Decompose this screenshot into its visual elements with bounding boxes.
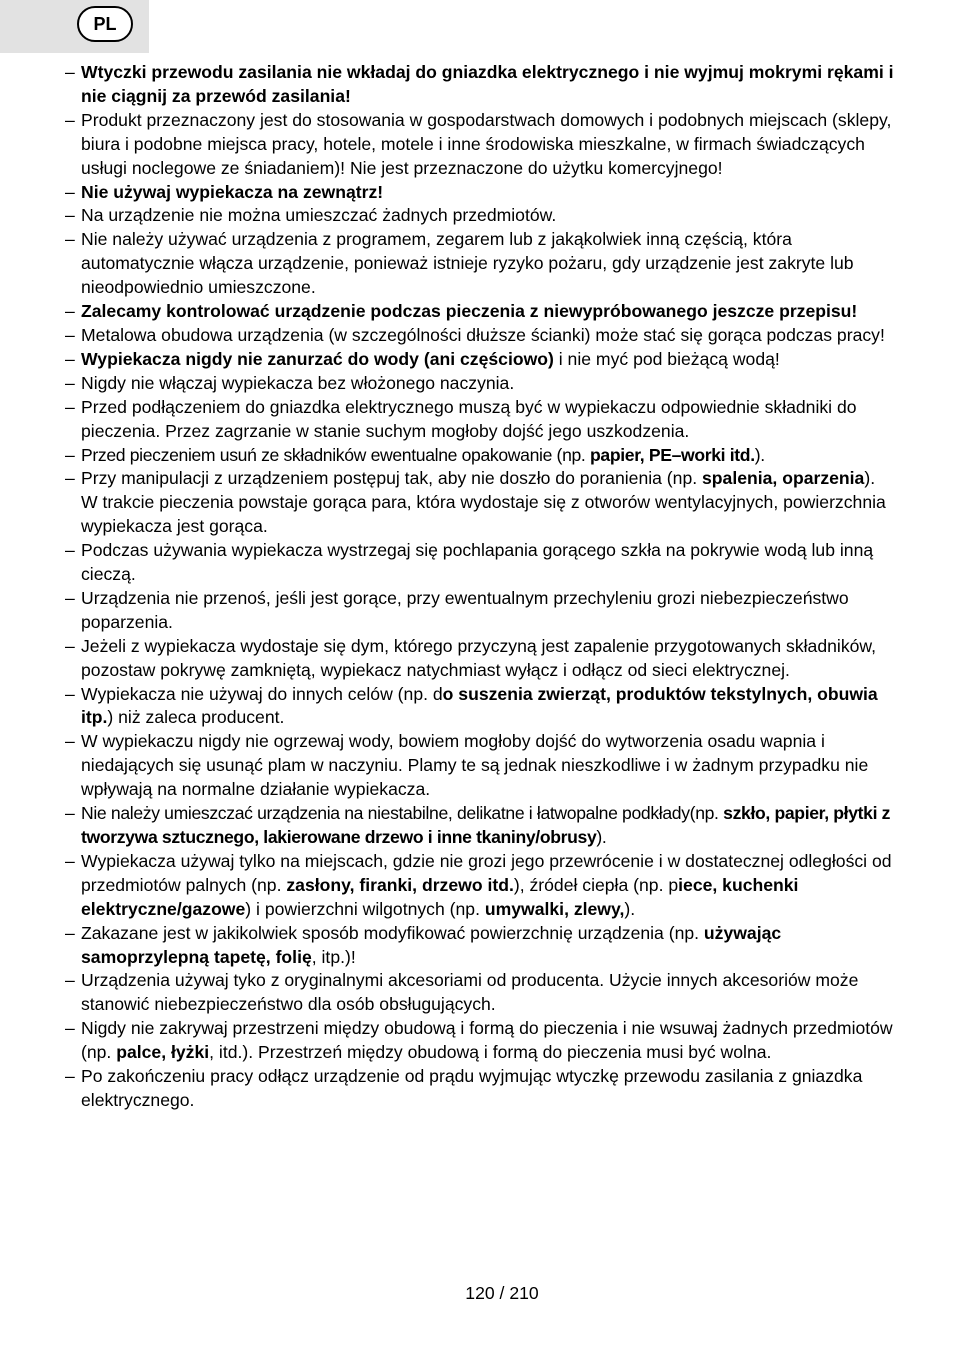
text: Jeżeli z wypiekacza wydostaje się dym, którego przyczyną jest zapalenie przygotowanych składników, pozostaw pokrywę zamkniętą, wypiekacz natychmiast wyłącz i odłącz od sieci elektrycznej.: [81, 635, 877, 680]
list-item: – Przed podłączeniem do gniazdka elektrycznego muszą być w wypiekaczu odpowiednie składniki do pieczenia. Przez zagrzanie w stanie suchym mogłoby dojść jego uszkodzenia.: [65, 396, 857, 441]
list-item: – Nigdy nie zakrywaj przestrzeni między obudową i formą do pieczenia i nie wsuwaj żadnych przedmiotów (np. palce, łyżki, itd.). Przestrzeń między obudową i formą do pieczenia musi być wolna.: [65, 1018, 893, 1063]
list-item: – Nigdy nie włączaj wypiekacza bez włożonego naczynia.: [65, 372, 515, 393]
list-item: – Nie należy używać urządzenia z programem, zegarem lub z jakąkolwiek inną częścią, która automatycznie włącza urządzenie, ponieważ istnieje ryzyko pożaru, gdy urządzenie jest zakryte lub nieodpowiednio umieszczone.: [65, 229, 854, 298]
list-item: – Metalowa obudowa urządzenia (w szczególności dłuższe ścianki) może stać się gorąca podczas pracy!: [65, 324, 885, 345]
text: Po zakończeniu pracy odłącz urządzenie od prądu wyjmując wtyczkę przewodu zasilania z gniazdka elektrycznego.: [81, 1066, 863, 1110]
list-item: – Urządzenia używaj tyko z oryginalnymi akcesoriami od producenta. Użycie innych akcesoriów może stanowić niebezpieczeństwo dla osób obsługujących.: [65, 970, 859, 1015]
list-item: – Urządzenia nie przenoś, jeśli jest gorące, przy ewentualnym przechyleniu grozi niebezpieczeństwo poparzenia.: [65, 587, 849, 632]
list-item: – Nie należy umieszczać urządzenia na niestabilne, delikatne i łatwopalne podkłady(np. szkło, papier, płytki z tworzywa sztucznego, lakierowane drzewo i inne tkaniny/obrusy).: [65, 803, 891, 847]
list-item: – Jeżeli z wypiekacza wydostaje się dym, którego przyczyną jest zapalenie przygotowanych składników, pozostaw pokrywę zamkniętą, wypiekacz natychmiast wyłącz i odłącz od sieci elektrycznej.: [65, 635, 877, 680]
text: Nigdy nie zakrywaj przestrzeni między obudową i formą do pieczenia i nie wsuwaj żadnych przedmiotów (np.: [81, 1018, 893, 1063]
text: Przed pieczeniem usuń ze składników ewentualne opakowanie (np.: [81, 444, 591, 465]
text-bold: Zalecamy kontrolować urządzenie podczas pieczenia z niewypróbowanego jeszcze przepisu!: [81, 301, 858, 322]
text: Urządzenia używaj tyko z oryginalnymi akcesoriami od producenta. Użycie innych akcesoriów może stanowić niebezpieczeństwo dla osób obsługujących.: [81, 970, 859, 1015]
text: Przy manipulacji z urządzeniem postępuj tak, aby nie doszło do poranienia (np.: [81, 468, 703, 489]
page-current: 120: [465, 1283, 495, 1303]
text-bold: Nie używaj wypiekacza na zewnątrz!: [81, 181, 384, 202]
text-bold: spalenia, oparzenia: [702, 468, 865, 489]
text-bold: papier, PE–worki itd.: [590, 444, 755, 465]
list-item: – Przy manipulacji z urządzeniem postępuj tak, aby nie doszło do poranienia (np. spalenia, oparzenia). W trakcie pieczenia powstaje gorąca para, która wydostaje się z otworów wentylacyjnych, powierzchnia wypiekacza jest gorąca.: [65, 468, 886, 537]
text-bold: o suszenia zwierząt, produktów tekstylnych, obuwia itp.: [81, 683, 878, 728]
list-item: – Wypiekacza nie używaj do innych celów (np. do suszenia zwierząt, produktów tekstylnych, obuwia itp.) niż zaleca producent.: [65, 683, 878, 728]
text-bold: szkło, papier, płytki z tworzywa sztucznego, lakierowane drzewo i inne tkaniny/obrusy: [81, 803, 891, 847]
text: ) i powierzchni wilgotnych (np.: [245, 898, 485, 919]
text: Urządzenia nie przenoś, jeśli jest gorące, przy ewentualnym przechyleniu grozi niebezpieczeństwo poparzenia.: [81, 587, 849, 632]
text: ). W trakcie pieczenia powstaje gorąca para, która wydostaje się z otworów wentylacyjnych, powierzchnia wypiekacza jest gorąca.: [81, 468, 886, 537]
text: Nie należy umieszczać urządzenia na niestabilne, delikatne i łatwopalne podkłady(np.: [81, 803, 724, 824]
text: ), źródeł ciepła (np. p: [513, 874, 679, 895]
text: , itd.). Przestrzeń między obudową i formą do pieczenia musi być wolna.: [209, 1042, 772, 1063]
page-total: 210: [509, 1283, 539, 1303]
text-bold: iece, kuchenki elektryczne/gazowe: [81, 874, 799, 919]
list-item: – Przed pieczeniem usuń ze składników ewentualne opakowanie (np. papier, PE–worki itd.).: [65, 444, 765, 465]
list-item: – Na urządzenie nie można umieszczać żadnych przedmiotów.: [65, 205, 557, 226]
page-separator: /: [494, 1283, 510, 1303]
text: Nigdy nie włączaj wypiekacza bez włożonego naczynia.: [81, 372, 515, 393]
text-bold: Wypiekacza nigdy nie zanurzać do wody (ani częściowo): [81, 348, 554, 369]
text: , itp.)!: [311, 946, 356, 967]
list-item: – Zalecamy kontrolować urządzenie podczas pieczenia z niewypróbowanego jeszcze przepisu!: [65, 301, 858, 322]
list-item: – Zakazane jest w jakikolwiek sposób modyfikować powierzchnię urządzenia (np. używając samoprzylepną tapetę, folię, itp.)!: [65, 922, 782, 967]
text: Wypiekacza nie używaj do innych celów (np. d: [81, 683, 443, 704]
text-bold: zasłony, firanki, drzewo itd.: [286, 874, 514, 895]
list-item: – Produkt przeznaczony jest do stosowania w gospodarstwach domowych i podobnych miejscach (sklepy, biura i podobne miejsca pracy, hotele, motele i inne środowiska mieszkalne, w firmach świadczących usługi noclegowe ze śniadaniem)! Nie jest przeznaczone do użytku komercyjnego!: [65, 109, 892, 178]
page-number: [0, 1283, 954, 1304]
text: W wypiekaczu nigdy nie ogrzewaj wody, bowiem mogłoby dojść do wytworzenia osadu wapnia i niedających się usunąć plam w naczyniu. Plamy te są jednak nieszkodliwe i w żadnym przypadku nie wpływają na normalne działanie wypiekacza.: [81, 731, 869, 800]
text: Wypiekacza używaj tylko na miejscach, gdzie nie grozi jego przewrócenie i w dostatecznej odległości od przedmiotów palnych (np.: [81, 850, 892, 895]
language-badge: PL: [77, 6, 133, 42]
list-item: – Wypiekacza używaj tylko na miejscach, gdzie nie grozi jego przewrócenie i w dostatecznej odległości od przedmiotów palnych (np. zasłony, firanki, drzewo itd.), źródeł ciepła (np. piece, kuchenki elektryczne/gazowe) i powierzchni wilgotnych (np. umywalki, zlewy,).: [65, 850, 892, 919]
text: Podczas używania wypiekacza wystrzegaj się pochlapania gorącego szkła na pokrywie wodą lub inną cieczą.: [81, 540, 874, 585]
text: Przed podłączeniem do gniazdka elektrycznego muszą być w wypiekaczu odpowiednie składniki do pieczenia. Przez zagrzanie w stanie suchym mogłoby dojść jego uszkodzenia.: [81, 396, 857, 441]
language-tab: [0, 0, 149, 53]
text: ) niż zaleca producent.: [107, 707, 285, 728]
text-bold: palce, łyżki: [116, 1042, 210, 1063]
text: Produkt przeznaczony jest do stosowania w gospodarstwach domowych i podobnych miejscach (sklepy, biura i podobne miejsca pracy, hotele, motele i inne środowiska mieszkalne, w firmach świadczących usługi noclegowe ze śniadaniem)! Nie jest przeznaczone do użytku komercyjnego!: [81, 109, 892, 178]
list-item: – Po zakończeniu pracy odłącz urządzenie od prądu wyjmując wtyczkę przewodu zasilania z gniazdka elektrycznego.: [65, 1066, 863, 1110]
list-item: – W wypiekaczu nigdy nie ogrzewaj wody, bowiem mogłoby dojść do wytworzenia osadu wapnia i niedających się usunąć plam w naczyniu. Plamy te są jednak nieszkodliwe i w żadnym przypadku nie wpływają na normalne działanie wypiekacza.: [65, 731, 869, 800]
list-item: – Wypiekacza nigdy nie zanurzać do wody (ani częściowo) i nie myć pod bieżącą wodą!: [65, 348, 780, 369]
text-bold: umywalki, zlewy,: [484, 898, 625, 919]
text-bold: Wtyczki przewodu zasilania nie wkładaj do gniazdka elektrycznego i nie wyjmuj mokrymi rękami i nie ciągnij za przewód zasilania!: [81, 62, 894, 106]
list-item: – Nie używaj wypiekacza na zewnątrz!: [65, 181, 384, 202]
text-bold: używając samoprzylepną tapetę, folię: [81, 922, 782, 967]
list-item: – Wtyczki przewodu zasilania nie wkładaj do gniazdka elektrycznego i nie wyjmuj mokrymi rękami i nie ciągnij za przewód zasilania!: [65, 62, 894, 106]
safety-instructions-list: [65, 61, 895, 1113]
text: ).: [754, 444, 765, 465]
list-item: – Podczas używania wypiekacza wystrzegaj się pochlapania gorącego szkła na pokrywie wodą lub inną cieczą.: [65, 540, 874, 585]
text: ).: [596, 827, 607, 847]
text: i nie myć pod bieżącą wodą!: [553, 348, 780, 369]
text: ).: [624, 898, 636, 919]
text: Metalowa obudowa urządzenia (w szczególności dłuższe ścianki) może stać się gorąca podczas pracy!: [81, 324, 885, 345]
text: Zakazane jest w jakikolwiek sposób modyfikować powierzchnię urządzenia (np.: [81, 922, 704, 943]
text: Na urządzenie nie można umieszczać żadnych przedmiotów.: [81, 205, 557, 226]
text: Nie należy używać urządzenia z programem, zegarem lub z jakąkolwiek inną częścią, która automatycznie włącza urządzenie, ponieważ istnieje ryzyko pożaru, gdy urządzenie jest zakryte lub nieodpowiednio umieszczone.: [81, 229, 854, 298]
